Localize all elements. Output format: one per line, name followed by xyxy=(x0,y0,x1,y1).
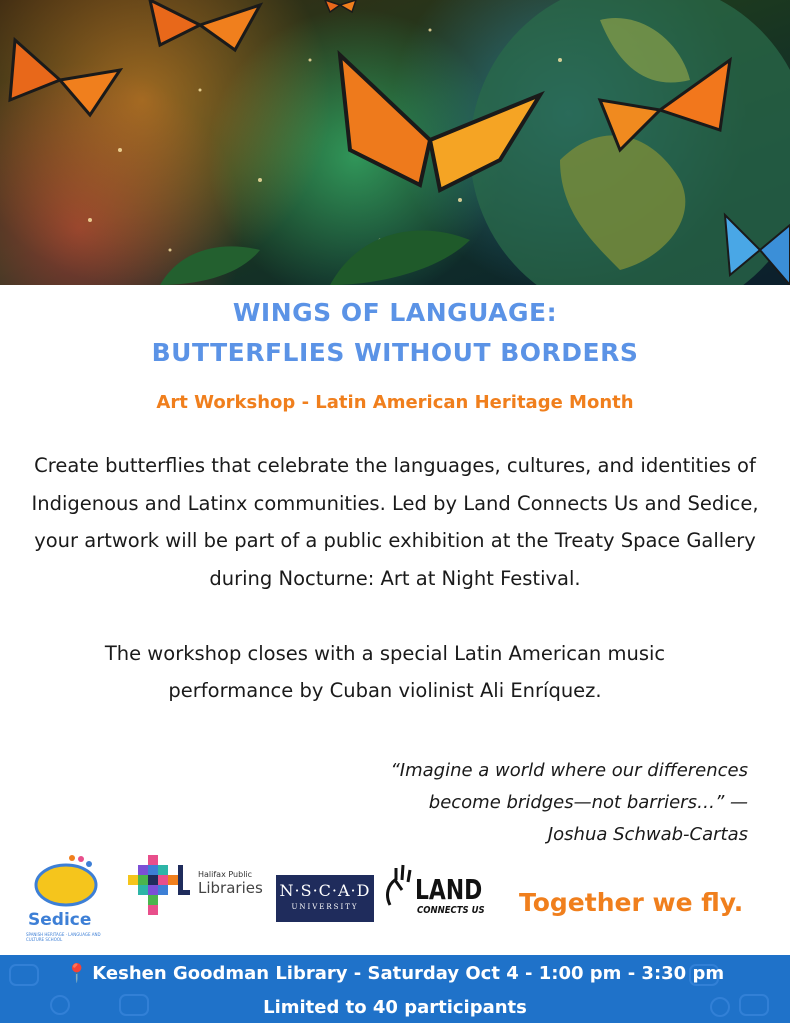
quote-line-1: “Imagine a world where our differences xyxy=(390,760,748,781)
description-paragraph: Create butterflies that celebrate the languages, cultures, and identities of Indigenous and Latinx communities. Led by Land Connects Us and Sedice, your artwork will be part of a public exhibition at the Treaty Space Gallery during Nocturne: Art at Night Festival. xyxy=(31,454,759,590)
map-pin-icon: 📍 xyxy=(65,963,89,984)
hero-image xyxy=(0,0,790,285)
quote-block xyxy=(328,755,748,851)
land-hand-icon xyxy=(388,865,410,905)
event-details xyxy=(0,963,790,984)
nscad-logo xyxy=(276,875,374,922)
halifax-libraries-small: Halifax Public xyxy=(198,870,253,879)
subtitle: Art Workshop - Latin American Heritage Month xyxy=(156,392,634,413)
tagline: Together we fly. xyxy=(519,888,744,917)
land-logo-subtext: CONNECTS US xyxy=(417,905,485,916)
land-logo-text: LAND xyxy=(415,873,483,906)
closing-paragraph: The workshop closes with a special Latin American music performance by Cuban violinist Ali Enríquez. xyxy=(104,642,666,702)
footer-banner xyxy=(0,955,790,1023)
sedice-logo-text: Sedice xyxy=(28,910,92,930)
halifax-libraries-icon xyxy=(128,855,190,915)
title-line-2: BUTTERFLIES WITHOUT BORDERS xyxy=(151,338,639,367)
sedice-tagline: SPANISH HERITAGE · LANGUAGE AND CULTURE SCHOOL xyxy=(26,932,101,942)
butterflies-and-earth-illustration xyxy=(0,0,790,285)
sedice-bubble-icon xyxy=(36,865,96,905)
event-details-text: Keshen Goodman Library - Saturday Oct 4 - 1:00 pm - 3:30 pm xyxy=(92,963,725,984)
participant-limit: Limited to 40 participants xyxy=(263,997,527,1018)
nscad-sub: UNIVERSITY xyxy=(291,903,359,911)
quote-line-2: become bridges—not barriers…” — xyxy=(428,792,748,813)
quote-author: Joshua Schwab-Cartas xyxy=(547,824,748,845)
partner-logos xyxy=(0,850,790,950)
title-line-1: WINGS OF LANGUAGE: xyxy=(232,298,558,327)
halifax-libraries-big: Libraries xyxy=(198,879,263,897)
nscad-name: N·S·C·A·D xyxy=(279,881,371,900)
butterfly-1 xyxy=(10,40,120,115)
